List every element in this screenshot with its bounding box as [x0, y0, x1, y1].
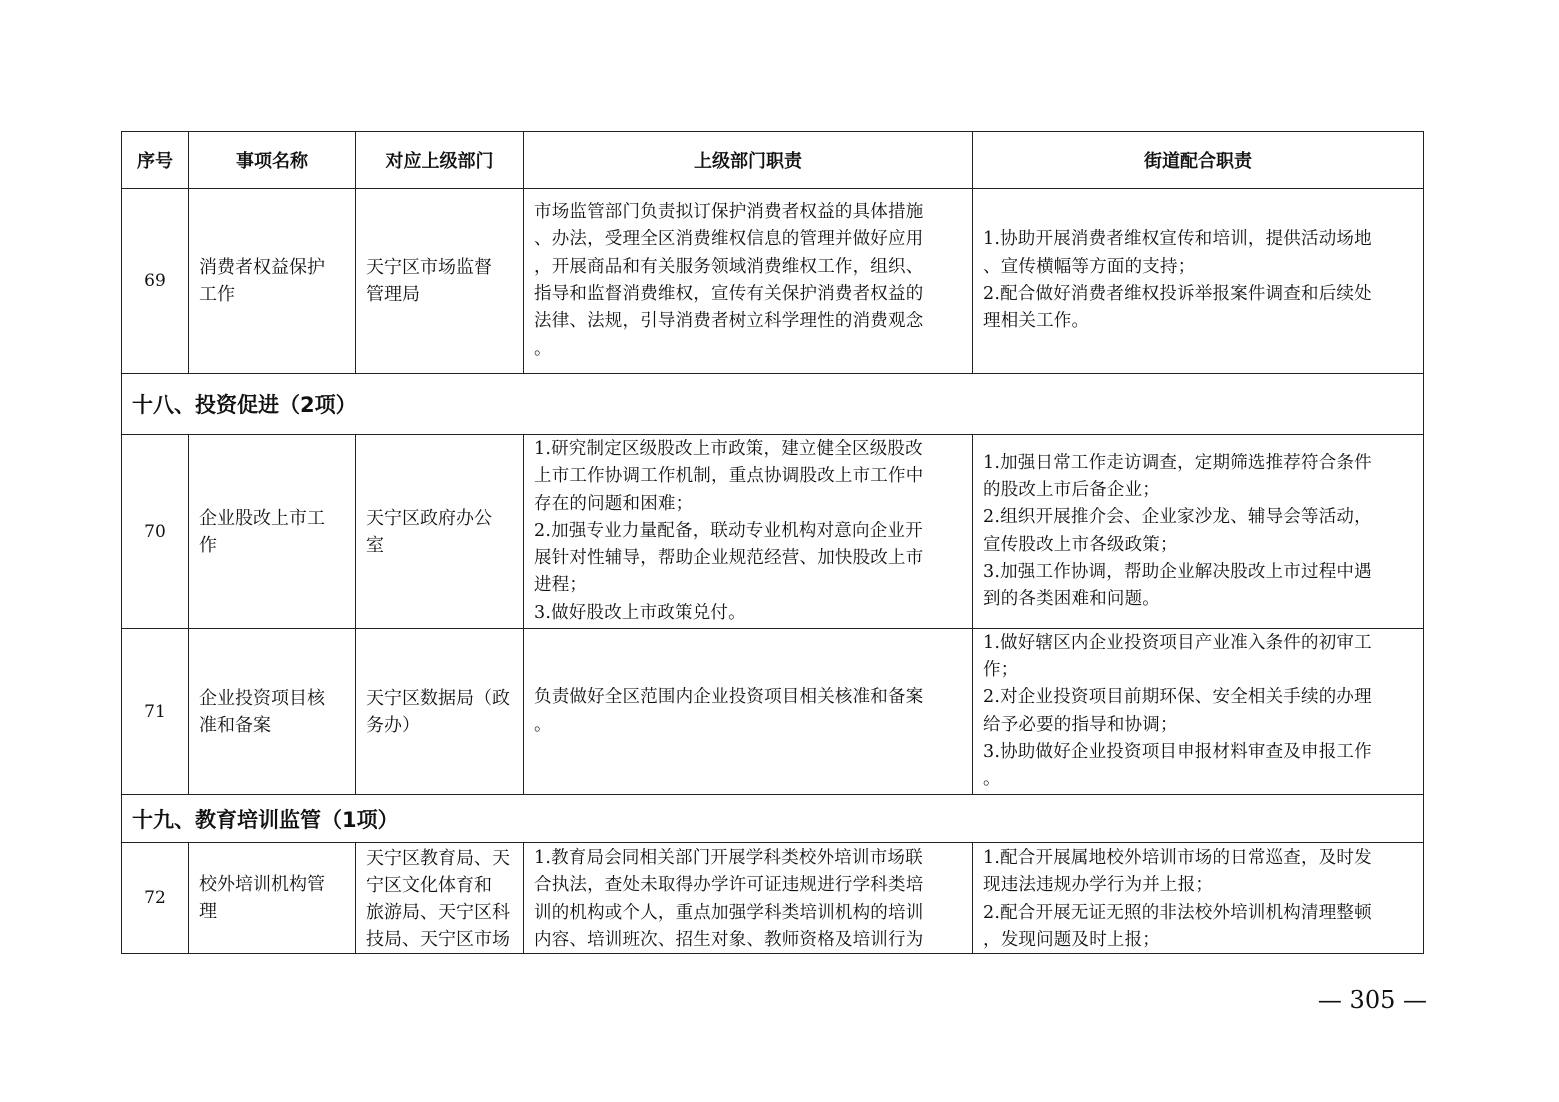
- text-line: 。: [983, 769, 1001, 790]
- text-line: 上市工作协调工作机制，重点协调股改上市工作中: [534, 466, 924, 487]
- text-line: 进程；: [534, 575, 588, 596]
- text-line: 天宁区教育局、天: [366, 848, 510, 869]
- table-row: [122, 629, 1424, 795]
- text-line: 天宁区数据局（政: [366, 687, 510, 709]
- text-line: 企业股改上市工: [199, 507, 325, 529]
- header-superior-duty: 上级部门职责: [524, 132, 973, 189]
- table-row: [122, 435, 1424, 629]
- text-line: 宁区文化体育和: [366, 875, 492, 896]
- text-line: 理相关工作。: [983, 311, 1090, 332]
- item-name: [189, 629, 356, 795]
- text-line: 现违法违规办学行为并上报；: [983, 875, 1214, 896]
- text-line: 1.研究制定区级股改上市政策，建立健全区级股改: [534, 438, 923, 459]
- text-line: 2.加强专业力量配备，联动专业机构对意向企业开: [534, 520, 923, 541]
- text-line: 3.协助做好企业投资项目申报材料审查及申报工作: [983, 741, 1372, 762]
- section-heading: 十八、投资促进（2项）: [122, 374, 1424, 435]
- item-name: [189, 843, 356, 954]
- text-line: 2.组织开展推介会、企业家沙龙、辅导会等活动，: [983, 507, 1372, 528]
- text-line: 2.对企业投资项目前期环保、安全相关手续的办理: [983, 687, 1372, 708]
- superior-duty: [524, 843, 973, 954]
- superior-duty: [524, 629, 973, 795]
- page-number: — 305 —: [1317, 986, 1427, 1014]
- text-line: 、办法，受理全区消费维权信息的管理并做好应用: [534, 229, 924, 250]
- serial-no: 72: [122, 843, 189, 954]
- text-line: 市场监管部门负责拟订保护消费者权益的具体措施: [534, 202, 924, 223]
- text-line: 。: [534, 338, 552, 359]
- text-line: 室: [366, 534, 384, 556]
- text-line: 校外培训机构管: [199, 874, 325, 895]
- text-line: ，开展商品和有关服务领域消费维权工作，组织、: [534, 256, 924, 277]
- text-line: 1.教育局会同相关部门开展学科类校外培训市场联: [534, 848, 923, 868]
- superior-dept: [356, 435, 524, 629]
- text-line: 1.加强日常工作走访调查，定期筛选推荐符合条件: [983, 452, 1372, 473]
- text-line: 训的机构或个人，重点加强学科类培训机构的培训: [534, 902, 924, 923]
- text-line: 管理局: [366, 284, 420, 305]
- section-heading: 十九、教育培训监管（1项）: [122, 795, 1424, 843]
- text-line: 展针对性辅导，帮助企业规范经营、加快股改上市: [534, 548, 924, 569]
- text-line: 技局、天宁区市场: [366, 929, 510, 950]
- text-line: 工作: [199, 284, 235, 305]
- text-line: 3.做好股改上市政策兑付。: [534, 602, 746, 623]
- text-line: 理: [199, 901, 217, 922]
- street-duty: [973, 189, 1424, 374]
- street-duty: [973, 629, 1424, 795]
- text-line: 1.协助开展消费者维权宣传和培训，提供活动场地: [983, 229, 1372, 250]
- superior-dept: [356, 189, 524, 374]
- text-line: 作: [199, 534, 217, 556]
- superior-duty: [524, 435, 973, 629]
- text-line: 的股改上市后备企业；: [983, 479, 1160, 500]
- text-line: 消费者权益保护: [199, 257, 325, 278]
- text-line: 法律、法规，引导消费者树立科学理性的消费观念: [534, 311, 924, 332]
- text-line: 存在的问题和困难；: [534, 493, 694, 514]
- text-line: 作；: [983, 659, 1019, 680]
- section-row: [122, 374, 1424, 435]
- text-line: 务办）: [366, 714, 420, 736]
- street-duty: [973, 435, 1424, 629]
- text-line: 宣传股改上市各级政策；: [983, 534, 1178, 555]
- table-row: [122, 189, 1424, 374]
- text-line: 负责做好全区范围内企业投资项目相关核准和备案: [534, 687, 924, 708]
- text-line: 3.加强工作协调，帮助企业解决股改上市过程中遇: [983, 561, 1372, 582]
- text-line: 1.配合开展属地校外培训市场的日常巡查，及时发: [983, 848, 1372, 868]
- header-serial-no: 序号: [122, 132, 189, 189]
- item-name: [189, 189, 356, 374]
- section-row: [122, 795, 1424, 843]
- serial-no: 69: [122, 189, 189, 374]
- street-duty: [973, 843, 1424, 954]
- superior-dept: [356, 843, 524, 954]
- header-superior-dept: 对应上级部门: [356, 132, 524, 189]
- text-line: 到的各类困难和问题。: [983, 589, 1160, 610]
- text-line: 旅游局、天宁区科: [366, 902, 510, 923]
- text-line: ，发现问题及时上报；: [983, 929, 1160, 950]
- header-item-name: 事项名称: [189, 132, 356, 189]
- superior-duty: [524, 189, 973, 374]
- superior-dept: [356, 629, 524, 795]
- text-line: 1.做好辖区内企业投资项目产业准入条件的初审工: [983, 632, 1372, 653]
- text-line: 内容、培训班次、招生对象、教师资格及培训行为: [534, 929, 924, 950]
- text-line: 准和备案: [199, 714, 271, 736]
- text-line: 2.配合做好消费者维权投诉举报案件调查和后续处: [983, 284, 1372, 304]
- text-line: 天宁区市场监督: [366, 257, 492, 278]
- serial-no: 70: [122, 435, 189, 629]
- text-line: 指导和监督消费维权，宣传有关保护消费者权益的: [534, 284, 924, 304]
- table-header-row: [122, 132, 1424, 189]
- text-line: 2.配合开展无证无照的非法校外培训机构清理整顿: [983, 902, 1372, 923]
- text-line: 、宣传横幅等方面的支持；: [983, 256, 1196, 277]
- table-row: [122, 843, 1424, 954]
- text-line: 。: [534, 714, 552, 735]
- header-street-duty: 街道配合职责: [973, 132, 1424, 189]
- duty-table: [121, 131, 1424, 954]
- text-line: 合执法，查处未取得办学许可证违规进行学科类培: [534, 875, 924, 896]
- text-line: 天宁区政府办公: [366, 507, 492, 529]
- serial-no: 71: [122, 629, 189, 795]
- text-line: 给予必要的指导和协调；: [983, 714, 1178, 735]
- item-name: [189, 435, 356, 629]
- text-line: 企业投资项目核: [199, 687, 325, 709]
